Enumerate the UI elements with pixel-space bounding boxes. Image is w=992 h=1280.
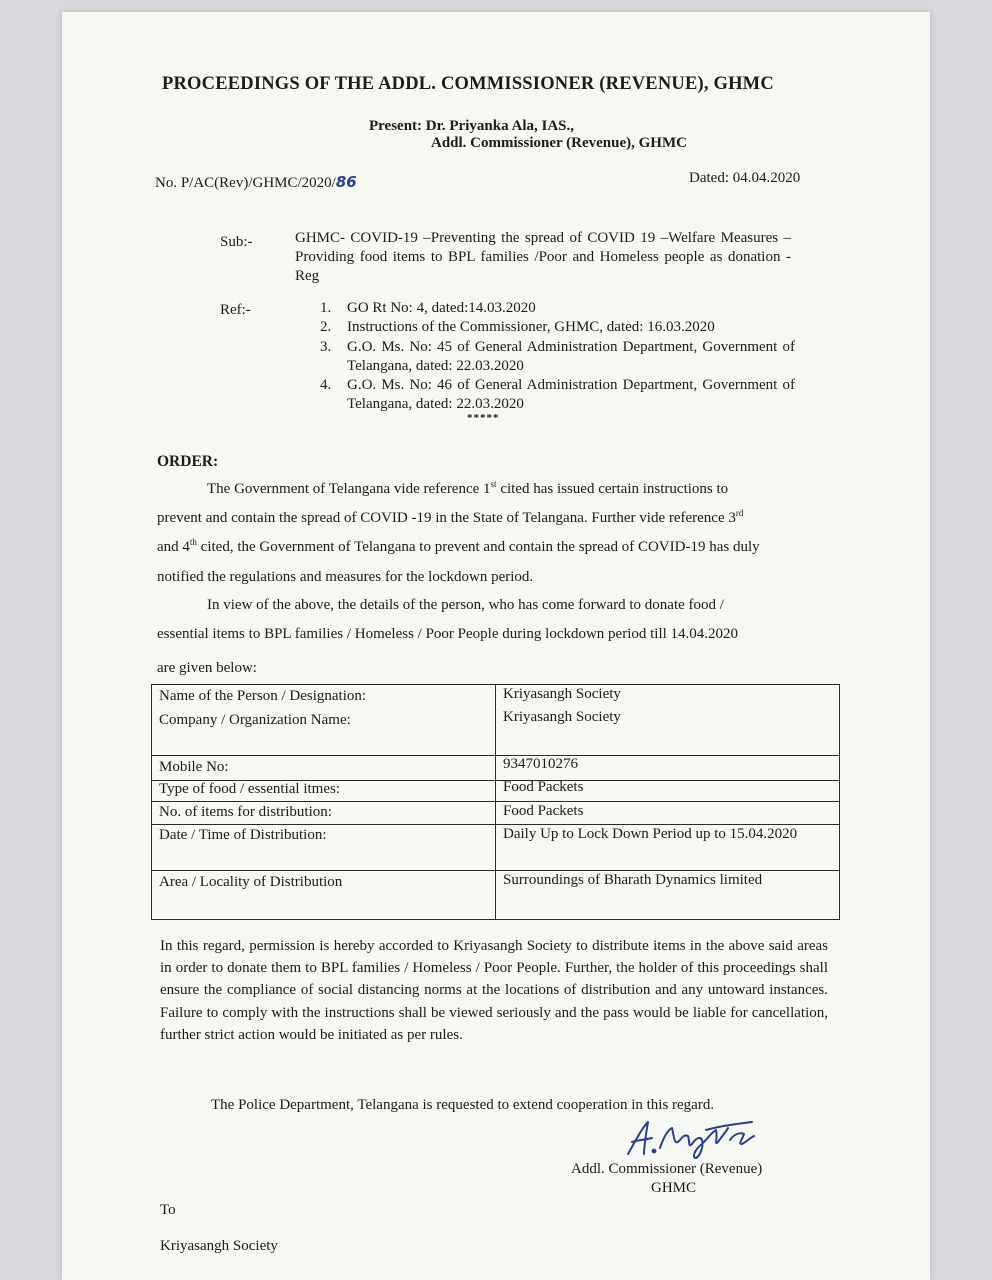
reference-item: [320, 338, 795, 377]
reference-item: [320, 318, 795, 337]
order-paragraph-line: [157, 539, 760, 556]
order-paragraph-line: [157, 510, 743, 527]
reference-number: 3.: [320, 338, 332, 355]
document-title: PROCEEDINGS OF THE ADDL. COMMISSIONER (REVENUE), GHMC: [162, 74, 774, 94]
order-text: prevent and contain the spread of COVID -19 in the State of Telangana. Further vide reference 3: [157, 510, 736, 526]
order-paragraph-line: [207, 481, 728, 498]
signatory-role: Addl. Commissioner (Revenue): [571, 1161, 763, 1177]
ordinal-suffix: rd: [735, 508, 744, 518]
detail-label: No. of items for distribution:: [159, 804, 332, 820]
order-text: cited has issued certain instructions to: [496, 481, 729, 497]
police-request: The Police Department, Telangana is requested to extend cooperation in this regard.: [211, 1097, 715, 1113]
recipient-label: To: [160, 1202, 176, 1218]
reference-text: G.O. Ms. No: 45 of General Administration Department, Government of Telangana, dated: 22.03.2020: [347, 338, 795, 374]
table-row-divider: [151, 755, 840, 756]
reference-item: [320, 299, 795, 318]
subject-text: GHMC- COVID-19 –Preventing the spread of COVID 19 –Welfare Measures – Providing food items to BPL families /Poor and Homeless people as donation - Reg: [295, 230, 791, 284]
detail-value: Surroundings of Bharath Dynamics limited: [503, 872, 763, 888]
ordinal-suffix: th: [189, 537, 197, 547]
detail-label: Company / Organization Name:: [159, 712, 351, 728]
reference-item: [320, 376, 795, 415]
order-paragraph-line: are given below:: [157, 660, 257, 676]
permission-paragraph: In this regard, permission is hereby accorded to Kriyasangh Society to distribute items in the above said areas in order to donate them to BPL families / Homeless / Poor People. Further, the holder of this proceedings shall ensure the compliance of social distancing norms at the locations of distribution and any untoward instances. Failure to comply with the instructions shall be viewed seriously and the pass would be liable for cancellation, further strict action would be initiated as per rules.: [160, 938, 828, 1043]
order-text: and 4: [157, 539, 190, 555]
signatory-organization: GHMC: [651, 1180, 697, 1196]
present-designation: Addl. Commissioner (Revenue), GHMC: [431, 135, 687, 151]
detail-value: Food Packets: [503, 803, 584, 819]
order-paragraph-line: In view of the above, the details of the person, who has come forward to donate food /: [207, 597, 724, 613]
detail-value: 9347010276: [503, 756, 578, 772]
order-paragraph-line: essential items to BPL families / Homeless / Poor People during lockdown period till 14.04.2020: [157, 626, 739, 642]
ordinal-suffix: st: [490, 479, 497, 489]
file-number-prefix: No. P/AC(Rev)/GHMC/2020/: [155, 175, 336, 191]
reference-text: GO Rt No: 4, dated:14.03.2020: [347, 300, 536, 316]
table-column-divider: [495, 684, 496, 920]
signature-mark: [622, 1118, 762, 1160]
reference-text: Instructions of the Commissioner, GHMC, dated: 16.03.2020: [347, 319, 715, 336]
file-number: [155, 173, 357, 192]
reference-number: 2.: [320, 319, 332, 336]
document-date: Dated: 04.04.2020: [689, 170, 801, 186]
detail-label: Date / Time of Distribution:: [159, 827, 327, 843]
table-row-divider: [151, 801, 840, 802]
order-paragraph-line: notified the regulations and measures for the lockdown period.: [157, 569, 534, 585]
present-officer: Present: Dr. Priyanka Ala, IAS.,: [369, 118, 575, 134]
detail-label: Mobile No:: [159, 759, 229, 775]
order-heading: ORDER:: [157, 453, 219, 470]
reference-number: 1.: [320, 300, 332, 316]
detail-value: Kriyasangh Society: [503, 686, 621, 702]
document-page: [62, 12, 930, 1280]
detail-label: Type of food / essential itmes:: [159, 781, 340, 797]
file-number-handwritten: 86: [335, 173, 357, 191]
reference-label: Ref:-: [220, 302, 251, 318]
order-text: The Government of Telangana vide reference 1: [207, 481, 491, 497]
detail-label: Area / Locality of Distribution: [159, 874, 343, 890]
reference-number: 4.: [320, 377, 332, 394]
section-separator: *****: [467, 412, 500, 424]
order-text: cited, the Government of Telangana to prevent and contain the spread of COVID-19 has duly: [196, 539, 760, 555]
reference-list: [320, 299, 795, 415]
recipient-name: Kriyasangh Society: [160, 1238, 278, 1254]
detail-value: Daily Up to Lock Down Period up to 15.04.2020: [503, 826, 798, 842]
subject-label: Sub:-: [220, 234, 253, 250]
detail-value: Food Packets: [503, 779, 584, 795]
detail-label: Name of the Person / Designation:: [159, 688, 367, 704]
reference-text: G.O. Ms. No: 46 of General Administration Department, Government of Telangana, dated: 22.03.2020: [347, 377, 795, 413]
detail-value: Kriyasangh Society: [503, 709, 621, 725]
table-row-divider: [151, 870, 840, 871]
